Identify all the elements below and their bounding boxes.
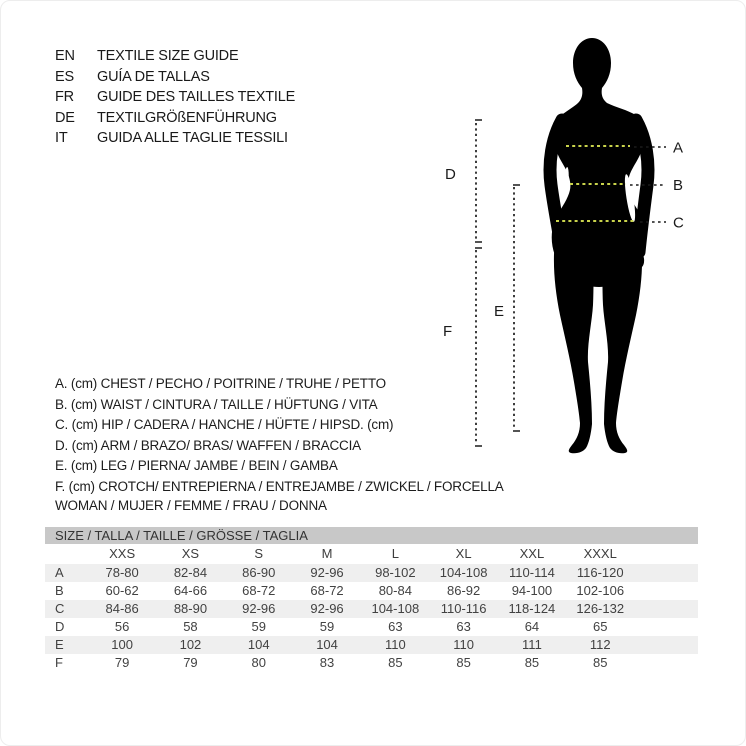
column-header-xxl: XXL <box>519 546 545 561</box>
right-leg <box>601 232 642 453</box>
table-cell: 116-120 <box>576 565 624 580</box>
table-cell: 59 <box>251 619 266 634</box>
language-title: TEXTILGRÖßENFÜHRUNG <box>97 109 277 126</box>
row-label: E <box>55 637 64 652</box>
table-cell: 110 <box>384 637 406 652</box>
legend-item-chest: A. (cm) CHEST / PECHO / POITRINE / TRUHE / PETTO <box>55 376 386 391</box>
marker-arm: D <box>445 166 456 183</box>
table-row-f <box>45 654 698 672</box>
table-cell: 78-80 <box>105 565 139 580</box>
table-cell: 118-124 <box>508 601 556 616</box>
table-cell: 64 <box>524 619 540 634</box>
column-header-s: S <box>254 546 264 561</box>
table-cell: 110-114 <box>509 565 555 580</box>
legend-item-crotch: F. (cm) CROTCH/ ENTREPIERNA / ENTREJAMBE / ZWICKEL / FORCELLA <box>55 478 504 494</box>
table-row-e <box>45 636 698 654</box>
column-header-xs: XS <box>181 546 200 561</box>
row-label: F <box>55 655 63 670</box>
table-cell: 63 <box>456 619 471 634</box>
language-title: GUÍA DE TALLAS <box>97 68 210 85</box>
row-label: D <box>55 619 65 634</box>
language-row-es <box>55 67 295 88</box>
language-code: ES <box>55 68 74 85</box>
table-cell: 79 <box>114 655 130 670</box>
table-cell: 85 <box>388 655 403 670</box>
table-cell: 110 <box>453 637 474 652</box>
table-cell: 126-132 <box>576 601 625 616</box>
table-cell: 102-106 <box>576 583 625 598</box>
table-cell: 59 <box>319 619 335 634</box>
marker-crotch: F <box>443 323 453 340</box>
table-cell: 60-62 <box>105 583 139 598</box>
row-label: C <box>55 601 65 616</box>
table-cell: 104-108 <box>371 601 420 616</box>
column-header-xl: XL <box>455 546 472 561</box>
table-cell: 100 <box>111 637 133 652</box>
language-code: EN <box>55 48 75 64</box>
language-title: TEXTILE SIZE GUIDE <box>97 48 239 64</box>
table-cell: 85 <box>524 655 540 670</box>
measurement-legend <box>55 374 504 498</box>
language-code: FR <box>55 89 74 105</box>
table-cell: 94-100 <box>511 583 553 598</box>
table-row-d <box>45 618 698 636</box>
column-header-m: M <box>321 546 333 561</box>
table-row-c <box>45 600 698 618</box>
table-cell: 111 <box>522 637 542 652</box>
language-title: GUIDA ALLE TAGLIE TESSILI <box>97 130 288 146</box>
table-cell: 68-72 <box>310 583 344 598</box>
table-cell: 83 <box>319 655 335 670</box>
table-cell: 104-108 <box>439 565 488 580</box>
column-header-l: L <box>391 546 399 561</box>
legend-item-hip: C. (cm) HIP / CADERA / HANCHE / HÜFTE / HIPSD. (cm) <box>55 417 394 433</box>
table-cell: 56 <box>114 619 130 634</box>
table-cell: 92-96 <box>242 601 276 616</box>
table-cell: 86-92 <box>447 583 481 598</box>
language-title-block <box>55 46 295 149</box>
left-leg <box>554 232 595 453</box>
marker-leg: E <box>494 303 505 320</box>
legend-item-arm: D. (cm) ARM / BRAZO/ BRAS/ WAFFEN / BRACCIA <box>55 437 361 453</box>
size-table-header-row <box>45 544 698 564</box>
table-cell: 110-116 <box>440 601 487 616</box>
table-cell: 104 <box>316 637 338 652</box>
table-cell: 85 <box>592 655 608 670</box>
table-cell: 79 <box>183 655 198 670</box>
table-cell: 92-96 <box>310 601 344 616</box>
language-row-fr <box>55 87 295 108</box>
table-row-b <box>45 582 698 600</box>
row-label: B <box>55 583 64 598</box>
language-code: DE <box>55 109 75 126</box>
table-cell: 88-90 <box>173 601 208 616</box>
table-cell: 68-72 <box>242 583 276 598</box>
table-cell: 64-66 <box>173 583 208 598</box>
audience-label: WOMAN / MUJER / FEMME / FRAU / DONNA <box>55 498 327 513</box>
language-row-en <box>55 46 295 67</box>
row-label: A <box>55 565 64 580</box>
size-table <box>45 527 698 672</box>
table-cell: 85 <box>456 655 471 670</box>
table-cell: 80 <box>251 655 266 670</box>
table-cell: 86-90 <box>242 565 276 580</box>
table-cell: 63 <box>388 619 403 634</box>
legend-item-waist: B. (cm) WAIST / CINTURA / TAILLE / HÜFTUNG / VITA <box>55 396 378 412</box>
table-cell: 65 <box>592 619 608 634</box>
marker-waist: B <box>673 177 684 194</box>
language-title: GUIDE DES TAILLES TEXTILE <box>97 89 296 105</box>
table-cell: 84-86 <box>105 601 139 616</box>
language-row-de <box>55 108 295 129</box>
table-cell: 104 <box>247 637 270 652</box>
legend-item-leg: E. (cm) LEG / PIERNA/ JAMBE / BEIN / GAMBA <box>55 458 338 474</box>
table-cell: 98-102 <box>375 565 416 580</box>
language-row-it <box>55 128 295 149</box>
table-cell: 112 <box>589 637 611 652</box>
table-cell: 92-96 <box>310 565 344 580</box>
size-table-title: SIZE / TALLA / TAILLE / GRÖSSE / TAGLIA <box>45 527 698 544</box>
marker-hip: C <box>673 214 684 232</box>
table-cell: 102 <box>179 637 202 652</box>
table-row-a <box>45 564 698 582</box>
language-code: IT <box>55 130 68 146</box>
table-cell: 80-84 <box>378 583 412 598</box>
column-header-xxxl: XXXL <box>583 546 617 561</box>
marker-chest: A <box>673 139 684 157</box>
column-header-xxs: XXS <box>109 546 136 561</box>
table-cell: 82-84 <box>173 565 208 580</box>
table-cell: 58 <box>183 619 198 634</box>
